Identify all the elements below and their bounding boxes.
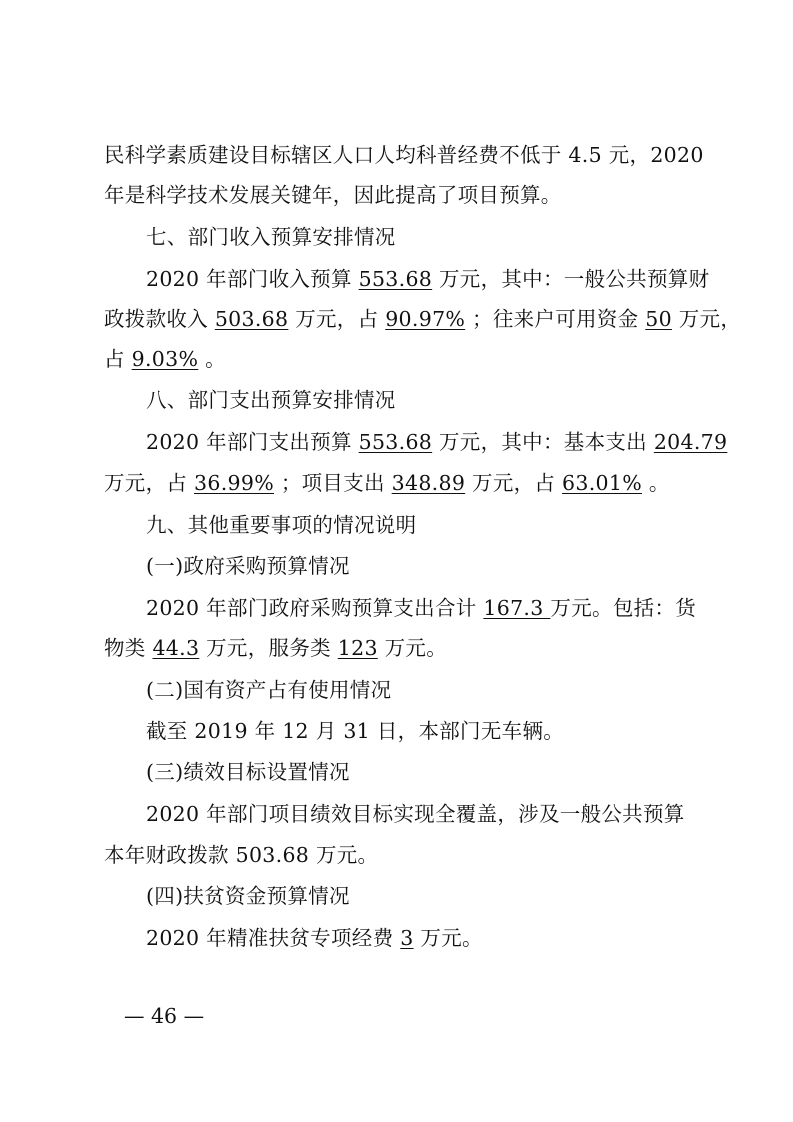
- text-segment: 截至 2019 年 12 月 31 日，本部门无车辆。: [146, 719, 565, 743]
- subheading-performance: [146, 757, 746, 787]
- page-number: — 46 —: [124, 1004, 205, 1028]
- text-segment: 2020 年部门收入预算: [146, 267, 352, 291]
- text-segment: 2020 年部门项目绩效目标实现全覆盖，涉及一般公共预算: [146, 802, 685, 826]
- text-line-20: [146, 923, 746, 953]
- text-segment: 万元。包括：货: [550, 596, 697, 620]
- text-segment: 万元，占: [472, 471, 556, 495]
- text-line-6: [104, 344, 704, 374]
- section-heading-expenditure: [146, 385, 746, 415]
- text-line-2: [104, 180, 704, 210]
- underlined-value: 90.97%: [385, 307, 466, 331]
- heading-text: 七、部门收入预算安排情况: [146, 225, 396, 249]
- text-line-17: [146, 799, 746, 829]
- underlined-value: 63.01%: [562, 471, 643, 495]
- underlined-value: 44.3: [152, 636, 200, 660]
- text-segment: 万元，: [678, 307, 742, 331]
- text-segment: ；项目支出: [280, 471, 385, 495]
- subheading-text: (二)国有资产占有使用情况: [146, 678, 392, 702]
- text-line-12: [146, 593, 746, 623]
- text-line-13: [104, 633, 704, 663]
- text-segment: 万元，其中：一般公共预算财: [438, 267, 710, 291]
- underlined-value: 553.68: [358, 430, 433, 454]
- text-line-1: [104, 140, 704, 170]
- text-segment: 。: [648, 471, 670, 495]
- heading-text: 八、部门支出预算安排情况: [146, 388, 396, 412]
- subheading-text: (四)扶贫资金预算情况: [146, 884, 350, 908]
- text-segment: 民科学素质建设目标辖区人口人均科普经费不低于 4.5 元，2020: [104, 143, 704, 167]
- text-segment: 万元。: [384, 636, 448, 660]
- underlined-value: 204.79: [653, 430, 728, 454]
- text-segment: 物类: [104, 636, 146, 660]
- text-segment: 万元，服务类: [206, 636, 331, 660]
- text-line-18: [104, 840, 704, 870]
- text-segment: 2020 年部门政府采购预算支出合计: [146, 596, 484, 620]
- subheading-assets: [146, 675, 746, 705]
- text-segment: 万元，占: [104, 471, 188, 495]
- text-segment: 政拨款收入: [104, 307, 208, 331]
- text-segment: 万元。: [420, 926, 483, 950]
- text-segment: 占: [104, 347, 125, 371]
- underlined-value: 348.89: [391, 471, 466, 495]
- text-segment: 年是科学技术发展关键年，因此提高了项目预算。: [104, 183, 562, 207]
- text-segment: 万元，占: [295, 307, 379, 331]
- text-segment: 。: [205, 347, 226, 371]
- subheading-text: (一)政府采购预算情况: [146, 554, 350, 578]
- underlined-value: 123: [337, 636, 378, 660]
- underlined-value: 503.68: [214, 307, 289, 331]
- subheading-procurement: [146, 551, 746, 581]
- text-line-15: [146, 716, 746, 746]
- text-segment: ；往来户可用资金: [472, 307, 639, 331]
- subheading-poverty-alleviation: [146, 881, 746, 911]
- underlined-value: 9.03%: [131, 347, 199, 371]
- text-line-5: [104, 304, 742, 334]
- section-heading-other: [146, 510, 746, 540]
- heading-text: 九、其他重要事项的情况说明: [146, 513, 417, 537]
- text-line-8: [146, 427, 746, 457]
- text-segment: 2020 年部门支出预算: [146, 430, 352, 454]
- text-line-4: [146, 264, 746, 294]
- underlined-value: 36.99%: [194, 471, 274, 495]
- subheading-text: (三)绩效目标设置情况: [146, 760, 350, 784]
- section-heading-income: [146, 222, 746, 252]
- text-segment: 2020 年精准扶贫专项经费: [146, 926, 394, 950]
- underlined-value: 553.68: [358, 267, 433, 291]
- text-line-9: [104, 468, 704, 498]
- underlined-value: 167.3: [483, 596, 551, 620]
- underlined-value: 3: [400, 926, 414, 950]
- underlined-value: 50: [645, 307, 672, 331]
- text-segment: 万元，其中：基本支出: [438, 430, 647, 454]
- text-segment: 本年财政拨款 503.68 万元。: [104, 843, 379, 867]
